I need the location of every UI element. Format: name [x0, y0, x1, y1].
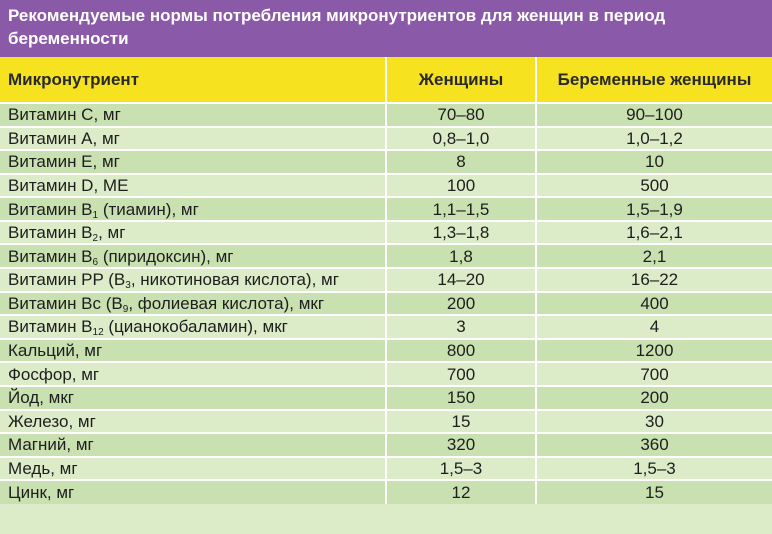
micronutrient-name-cell — [0, 292, 386, 316]
vitamin-subscript: 6 — [92, 256, 99, 268]
women-value: 100 — [386, 174, 536, 198]
header-micronutrient: Микронутриент — [0, 57, 386, 103]
pregnant-women-value: 10 — [536, 150, 772, 174]
pregnant-women-value: 1,6–2,1 — [536, 221, 772, 245]
table-row — [0, 221, 772, 245]
micronutrient-name: Йод, мкг — [8, 388, 74, 408]
micronutrient-name-cell — [0, 221, 386, 245]
micronutrient-name-suffix: , мг — [98, 223, 126, 243]
micronutrient-name: Витамин С, мг — [8, 105, 121, 125]
women-value: 14–20 — [386, 268, 536, 292]
pregnant-women-value: 360 — [536, 433, 772, 457]
micronutrient-name-cell — [0, 150, 386, 174]
vitamin-subscript: 12 — [92, 327, 104, 339]
micronutrient-name-cell — [0, 244, 386, 268]
micronutrient-name: Витамин В — [8, 223, 93, 243]
table-row — [0, 103, 772, 127]
women-value: 200 — [386, 292, 536, 316]
vitamin-subscript: 9 — [122, 303, 129, 315]
micronutrient-name: Витамин Вс (В — [8, 293, 123, 313]
header-pregnant-women: Беременные женщины — [557, 69, 752, 89]
table-row — [0, 339, 772, 363]
micronutrient-name: Витамин PP (В — [8, 270, 126, 290]
table-title: Рекомендуемые нормы потребления микронутриентов для женщин в период беременности — [0, 0, 772, 57]
women-value: 320 — [386, 433, 536, 457]
micronutrient-name-cell — [0, 386, 386, 410]
women-value: 1,3–1,8 — [386, 221, 536, 245]
pregnant-women-value: 1,0–1,2 — [536, 127, 772, 151]
micronutrient-name-cell — [0, 433, 386, 457]
women-value: 0,8–1,0 — [386, 127, 536, 151]
pregnant-women-value: 1200 — [536, 339, 772, 363]
women-value: 70–80 — [386, 103, 536, 127]
pregnant-women-value: 4 — [536, 315, 772, 339]
pregnant-women-value: 90–100 — [536, 103, 772, 127]
women-value: 8 — [386, 150, 536, 174]
micronutrient-name: Витамин В — [8, 199, 93, 219]
pregnant-women-value: 30 — [536, 410, 772, 434]
pregnant-women-value: 500 — [536, 174, 772, 198]
micronutrient-name: Витамин В — [8, 246, 93, 266]
pregnant-women-value: 1,5–3 — [536, 457, 772, 481]
table-row — [0, 244, 772, 268]
micronutrient-name-suffix: , никотиновая кислота), мг — [130, 270, 339, 290]
micronutrient-name: Фосфор, мг — [8, 364, 100, 384]
pregnant-women-value: 400 — [536, 292, 772, 316]
micronutrient-name-suffix: (цианокобаламин), мкг — [103, 317, 288, 337]
women-value: 1,8 — [386, 244, 536, 268]
micronutrient-name: Железо, мг — [8, 411, 96, 431]
micronutrient-name: Кальций, мг — [8, 341, 103, 361]
women-value: 150 — [386, 386, 536, 410]
table-row — [0, 197, 772, 221]
micronutrient-name-cell — [0, 315, 386, 339]
women-value: 15 — [386, 410, 536, 434]
micronutrient-name-suffix: (тиамин), мг — [98, 199, 199, 219]
vitamin-subscript: 3 — [125, 280, 131, 292]
pregnant-women-value: 15 — [536, 480, 772, 504]
vitamin-subscript: 2 — [92, 233, 99, 245]
women-value: 1,1–1,5 — [386, 197, 536, 221]
table-row — [0, 174, 772, 198]
table-row — [0, 127, 772, 151]
pregnant-women-value: 700 — [536, 362, 772, 386]
micronutrient-table — [0, 57, 772, 504]
table-row — [0, 410, 772, 434]
women-value: 800 — [386, 339, 536, 363]
micronutrient-name-cell — [0, 362, 386, 386]
table-row — [0, 150, 772, 174]
women-value: 1,5–3 — [386, 457, 536, 481]
micronutrient-name: Витамин А, мг — [8, 128, 120, 148]
women-value: 700 — [386, 362, 536, 386]
micronutrient-name-cell — [0, 127, 386, 151]
micronutrient-name-cell — [0, 268, 386, 292]
micronutrient-name-cell — [0, 410, 386, 434]
vitamin-subscript: 1 — [92, 209, 99, 221]
table-row — [0, 362, 772, 386]
table-row — [0, 457, 772, 481]
micronutrient-name: Медь, мг — [8, 458, 78, 478]
micronutrient-name-cell — [0, 103, 386, 127]
micronutrient-name-cell — [0, 457, 386, 481]
table-row — [0, 292, 772, 316]
pregnant-women-value: 2,1 — [536, 244, 772, 268]
micronutrient-name-cell — [0, 174, 386, 198]
micronutrient-name-suffix: , фолиевая кислота), мкг — [128, 293, 325, 313]
women-value: 3 — [386, 315, 536, 339]
micronutrient-name: Витамин D, МЕ — [8, 176, 129, 196]
micronutrient-name-suffix: (пиридоксин), мг — [98, 246, 234, 266]
header-women: Женщины — [386, 57, 536, 103]
table-row — [0, 268, 772, 292]
table-row — [0, 315, 772, 339]
micronutrient-name: Цинк, мг — [8, 483, 75, 503]
table-row — [0, 480, 772, 504]
micronutrient-name-cell — [0, 339, 386, 363]
table-row — [0, 433, 772, 457]
table-body — [0, 103, 772, 504]
micronutrient-name: Витамин В — [8, 317, 93, 337]
micronutrient-name-cell — [0, 480, 386, 504]
header-row — [0, 57, 772, 103]
pregnant-women-value: 1,5–1,9 — [536, 197, 772, 221]
women-value: 12 — [386, 480, 536, 504]
micronutrient-name: Магний, мг — [8, 435, 94, 455]
table-row — [0, 386, 772, 410]
micronutrient-name: Витамин Е, мг — [8, 152, 120, 172]
pregnant-women-value: 16–22 — [536, 268, 772, 292]
micronutrient-name-cell — [0, 197, 386, 221]
pregnant-women-value: 200 — [536, 386, 772, 410]
